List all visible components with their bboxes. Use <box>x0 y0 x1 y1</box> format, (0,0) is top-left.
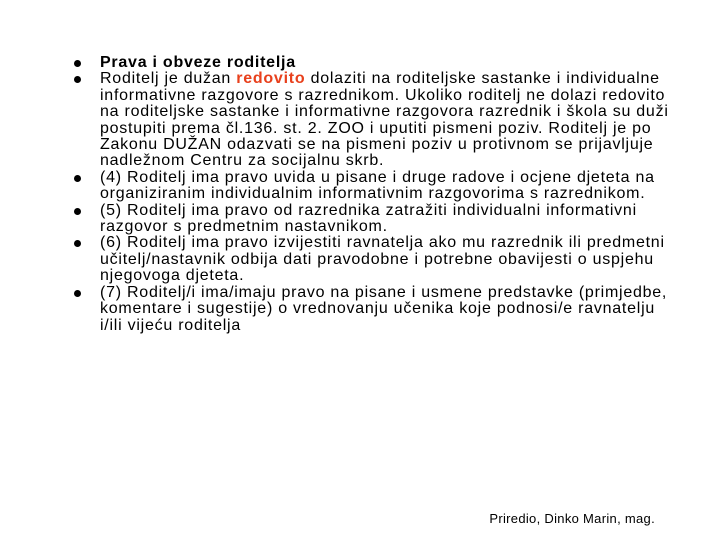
bullet-dot-icon <box>74 290 81 297</box>
bullet-text: (6) Roditelj ima pravo izvijestiti ravnatelja ako mu razrednik ili predmetni učitelj/nastavnik odbija dati pravodobne i potrebne obavijesti o uspjehu njegovoga djeteta. <box>100 234 665 285</box>
highlighted-word: redovito <box>236 70 306 88</box>
bullet-item-title <box>72 55 672 71</box>
bullet-text: (5) Roditelj ima pravo od razrednika zatražiti individualni informativni razgovor s predmetnim nastavnikom. <box>100 201 637 236</box>
bullet-dot-icon <box>74 240 81 247</box>
bullet-dot-icon <box>74 60 81 67</box>
bullet-item-attendance <box>72 71 672 169</box>
bullet-text-rest: dolaziti na roditeljske sastanke i individualne informativne razgovore s razrednikom. Ukoliko roditelj ne dolazi redovito na roditeljske sastanke i informativne razgovora razrednik i škola su duži postupiti prema čl.136. st. 2. ZOO i uputiti pismeni poziv. Roditelj je po Zakonu DUŽAN odazvati se na pismeni poziv u protivnom se prijavljuje nadležnom Centru za socijalnu skrb. <box>100 70 669 170</box>
bullet-item-4 <box>72 170 672 203</box>
bullet-text-start: Roditelj je dužan <box>100 70 237 88</box>
bullet-item-6 <box>72 235 672 284</box>
bullet-item-7 <box>72 285 672 334</box>
bullet-list <box>72 55 672 334</box>
bullet-text: (7) Roditelj/i ima/imaju pravo na pisane i usmene predstavke (primjedbe, komentare i sugestije) o vrednovanju učenika koje podnosi/e ravnatelju i/ili vijeću roditelja <box>100 283 668 334</box>
author-credit: Priredio, Dinko Marin, mag. <box>489 511 655 526</box>
bullet-text: Prava i obveze roditelja <box>100 54 296 71</box>
bullet-dot-icon <box>74 208 81 215</box>
bullet-item-5 <box>72 203 672 236</box>
bullet-dot-icon <box>74 175 81 182</box>
bullet-text: (4) Roditelj ima pravo uvida u pisane i druge radove i ocjene djeteta na organiziranim individualnim informativnim razgovorima s razrednikom. <box>100 168 655 203</box>
bullet-dot-icon <box>74 76 81 83</box>
